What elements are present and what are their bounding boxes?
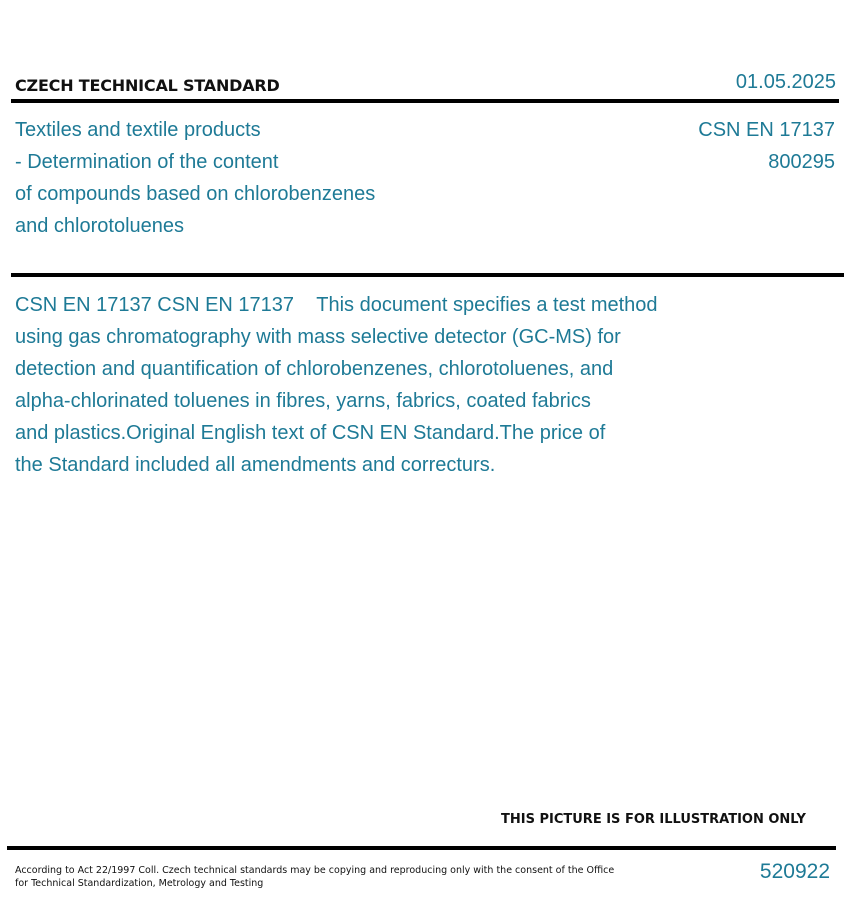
standard-codes — [698, 114, 835, 178]
description-line: CSN EN 17137 CSN EN 17137 This document specifies a test method — [15, 294, 658, 316]
publication-date: 01.05.2025 — [735, 71, 836, 93]
legal-line: According to Act 22/1997 Coll. Czech technical standards may be copying and reproducing only with the consent of the Office — [15, 865, 615, 876]
legal-line: for Technical Standardization, Metrology and Testing — [15, 878, 264, 889]
header-divider — [11, 99, 839, 103]
title-line: and chlorotoluenes — [15, 215, 185, 237]
footer-divider — [7, 846, 836, 850]
illustration-note: THIS PICTURE IS FOR ILLUSTRATION ONLY — [501, 812, 806, 827]
description-line: alpha-chlorinated toluenes in fibres, yarns, fabrics, coated fabrics — [15, 390, 591, 412]
title-line: of compounds based on chlorobenzenes — [15, 183, 376, 205]
standard-title — [15, 114, 375, 242]
description-line: detection and quantification of chlorobenzenes, chlorotoluenes, and — [15, 358, 614, 380]
description-line: the Standard included all amendments and correcturs. — [15, 454, 496, 476]
description-line: using gas chromatography with mass selective detector (GC-MS) for — [15, 326, 621, 348]
legal-notice — [15, 864, 614, 890]
title-line: Textiles and textile products — [15, 119, 261, 141]
footer-code: 520922 — [759, 860, 830, 883]
catalog-number: 800295 — [768, 151, 835, 173]
document-type-label: CZECH TECHNICAL STANDARD — [15, 76, 280, 95]
standard-code: CSN EN 17137 — [698, 119, 835, 141]
description-line: and plastics.Original English text of CSN EN Standard.The price of — [15, 422, 606, 444]
title-line: - Determination of the content — [15, 151, 279, 173]
standard-description — [15, 289, 735, 481]
title-divider — [11, 273, 844, 277]
